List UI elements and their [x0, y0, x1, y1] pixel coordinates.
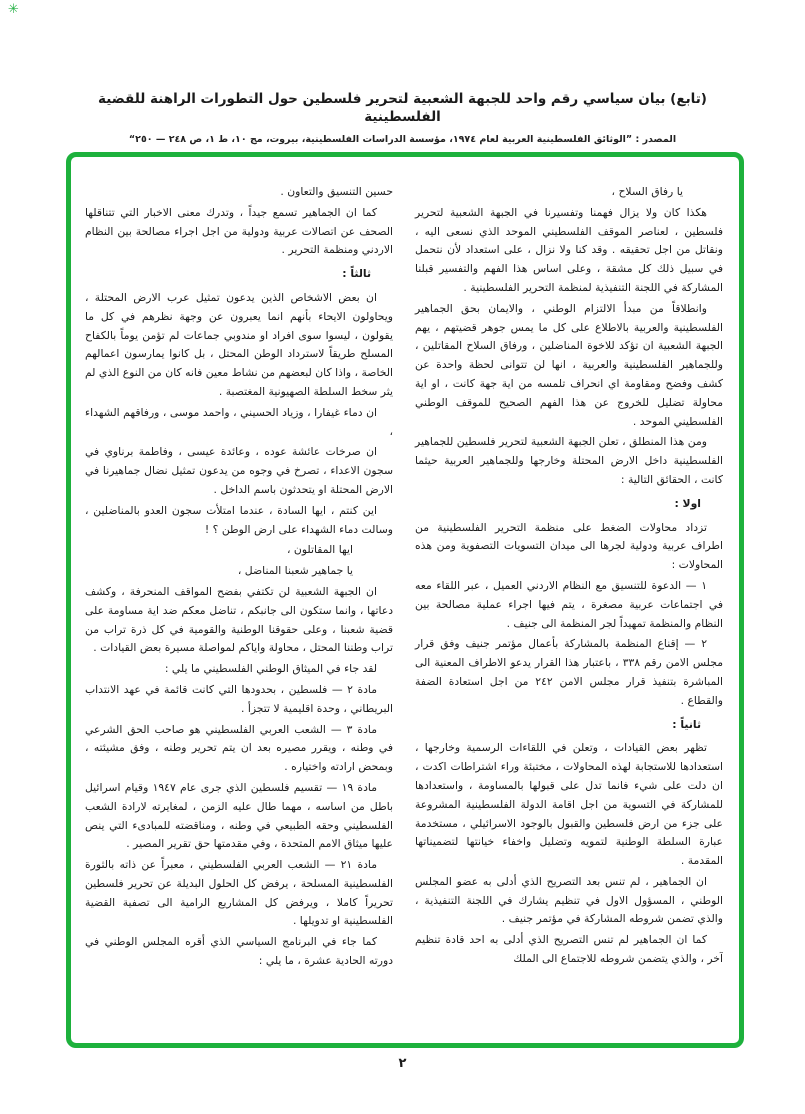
paragraph: اين كنتم ، ايها السادة ، عندما امتلأت سجون العدو بالمناضلين ، وسالت دماء الشهداء على ارض الوطن ؟ ! — [85, 503, 393, 536]
charter-article: مادة ٣ — الشعب العربي الفلسطيني هو صاحب الحق الشرعي في وطنه ، ويقرر مصيره بعد ان يتم تحرير وطنه ، وفق مشيئته ، وبمحض ارادته واختياره . — [85, 722, 393, 774]
paragraph: ان الجبهة الشعبية لن تكتفي بفضح المواقف المنحرفة ، وكشف دعاتها ، وانما ستكون الى جانبكم ، تناضل معكم ضد اية مساومة على قضية شعبنا ، وعلى حقوقنا الوطنية والقومية في كل ذرة تراب من تراب وطننا المحتل ، محاولة واياكم لمواصلة مسيرة بعض القيادات . — [85, 584, 393, 655]
paragraph: ان صرخات عائشة عوده ، وعائدة عيسى ، وفاطمة برناوي في سجون الاعداء ، تصرخ في وجوه من يدعون تمثيل نضال جماهيرنا في الارض المحتلة او يتحدثون باسم الداخل . — [85, 445, 393, 496]
paragraph: ايها المقاتلون ، — [287, 543, 353, 557]
paragraph: تظهر بعض القيادات ، وتعلن في اللقاءات الرسمية وخارجها ، استعدادها للاستجابة لهذه المحاولات ، مختبئة وراء اشتراطات اكدت ، ان دلت على شيء فانما تدل على قبولها بالمساومة ، واستعدادها للمشاركة في التسوية من اجل اقامة الدولة الفلسطينية المشروعة على جزء من ارض فلسطين والقبول بالوجود الاسرائيلي ، مستخدمة عبارة السلطة الوطنية لتمويه وتضليل واخفاء خيانتها لتضميناتها المقدمة . — [415, 741, 723, 868]
paragraph: يا رفاق السلاح ، — [611, 185, 683, 198]
paragraph: لقد جاء في الميثاق الوطني الفلسطيني ما يلي : — [164, 662, 377, 676]
paragraph: يا جماهير شعبنا المناضل ، — [237, 564, 353, 578]
paragraph: وانطلاقاً من مبدأ الالتزام الوطني ، والايمان بحق الجماهير الفلسطينية والعربية بالاطلاع على كل ما يمس جوهر قضيتهم ، يهم الجبهة الشعبية ان تؤكد للاخوة المناضلين ، ورفاق السلاح المقاتلين ، وللجماهير الفلسطينية والعربية ، انها لن تتوانى لحظة واحدة عن كشف وفضح ومقاومة اي انحراف تلمسه من اية جهة كانت ، او اية محاولة تضليل للخروج عن هذا الفهم الصحيح للموقف الوطني الفلسطيني الموحد . — [415, 301, 723, 428]
document-title: (تابع) بيان سياسي رقم واحد للجبهة الشعبية لتحرير فلسطين حول التطورات الراهنة للقضية الفلسطينية — [98, 91, 707, 125]
paragraph: كما ان الجماهير تسمع جيداً ، وتدرك معنى الاخبار التي تتناقلها الصحف عن اتصالات عربية ودولية من اجل اجراء مصالحة بين النظام الاردني ومنظمة التحرير . — [85, 205, 393, 257]
scanned-text-frame — [66, 152, 744, 1048]
list-item: ٢ — إقناع المنظمة بالمشاركة بأعمال مؤتمر جنيف وفق قرار مجلس الامن رقم ٣٣٨ ، باعتبار هذا القرار يدعو الاطراف المعنية الى المباشرة بتنفيذ قرار مجلس الامن ٢٤٢ من اجل استعادة الضفة والقطاع . — [415, 637, 723, 707]
paragraph: ان الجماهير ، لم تنس بعد التصريح الذي أدلى به عضو المجلس الوطني ، المسؤول الاول في تنظيم يشارك في اللجنة التنفيذية ، والذي تضمن شروطه المشاركة في مؤتمر جنيف . — [415, 874, 723, 926]
charter-article: مادة ٢١ — الشعب العربي الفلسطيني ، معبراً عن ذاته بالثورة الفلسطينية المسلحة ، يرفض كل الحلول البديلة عن تحرير فلسطين تحريراً كاملا ، ويرفض كل المشاريع الرامية الى تصفية القضية الفلسطينية او تدويلها . — [85, 858, 393, 928]
charter-article: مادة ٢ — فلسطين ، بحدودها التي كانت قائمة في عهد الانتداب البريطاني ، وحدة اقليمية لا تتجزأ . — [85, 682, 393, 715]
paragraph: هكذا كان ولا يزال فهمنا وتفسيرنا في الجبهة الشعبية لتحرير فلسطين ، لعناصر الموقف الفلسطيني الموحد الذي نسعى اليه ، ونقاتل من اجل تحقيقه . وقد كنا ولا نزال ، على استعداد لأن نتحمل في سبيل ذلك كل مشقة ، وعلى اساس هذا الفهم والتفسير قبلنا المشاركة في اللجنة التنفيذية لمنظمة التحرير الفلسطينية . — [415, 205, 723, 294]
section-label: اولا : — [674, 496, 701, 510]
list-item: ١ — الدعوة للتنسيق مع النظام الاردني العميل ، عبر اللقاء معه في اجتماعات عربية مصغرة ، يتم فيها اجراء عملية مصالحة بين النظام والمنظمة تمهيداً لجر المنظمة الى جنيف . — [415, 578, 723, 630]
source-line: المصدر : ”الوثائق الفلسطينية العربية لعام ١٩٧٤، مؤسسة الدراسات الفلسطينية، بيروت، مج ١٠، ط ١، ص ٢٤٨ — ٢٥٠“ — [128, 134, 677, 145]
column-left — [85, 183, 393, 1029]
paragraph: ومن هذا المنطلق ، تعلن الجبهة الشعبية لتحرير فلسطين للجماهير الفلسطينية داخل الارض المحتلة وخارجها وللجماهير العربية حيثما كانت ، الحقائق التالية : — [415, 435, 723, 486]
paragraph: كما جاء في البرنامج السياسي الذي أقره المجلس الوطني في دورته الحادية عشرة ، ما يلي : — [85, 935, 393, 968]
corner-mark-icon: ✳ — [8, 2, 19, 17]
section-label: ثالثاً : — [342, 267, 371, 281]
column-right — [415, 183, 723, 1029]
paragraph: تزداد محاولات الضغط على منظمة التحرير الفلسطينية من اطراف عربية ودولية لجرها الى ميدان التسويات التصفوية ومن هذه المحاولات : — [415, 520, 723, 572]
document-header — [0, 0, 805, 145]
paragraph: ان بعض الاشخاص الذين يدعون تمثيل عرب الارض المحتلة ، ويحاولون الايحاء بأنهم انما يعبرون عن وجهة نظرهم في كل ما يقولون ، ليسوا سوى افراد او مندوبي جماعات لم تؤمن يوماً بالكفاح المسلح طريقاً لاسترداد الوطن المحتل ، بل كانوا يمارسون اعمالهم الخاصة ، واذا كان لبعضهم من نشاط معين فانه كان من النوع الذي لم يثر سخط السلطة الصهيونية المغتصبة . — [85, 290, 393, 398]
page-number: ٢ — [398, 1056, 407, 1071]
two-column-layout — [85, 183, 723, 1029]
charter-article: مادة ١٩ — تقسيم فلسطين الذي جرى عام ١٩٤٧ وقيام اسرائيل باطل من اساسه ، مهما طال عليه الزمن ، لمغايرته لارادة الشعب الفلسطيني وحقه الطبيعي في وطنه ، ومناقضته للمبادىء التي ينص عليها ميثاق الامم المتحدة ، وفي مقدمتها حق تقرير المصير . — [85, 780, 393, 851]
paragraph: ان دماء غيفارا ، وزياد الحسيني ، واحمد موسى ، ورفاقهم الشهداء ، — [85, 405, 393, 438]
paragraph: حسين التنسيق والتعاون . — [280, 185, 393, 198]
section-label: ثانياً : — [672, 717, 701, 731]
paragraph: كما ان الجماهير لم تنس التصريح الذي أدلى به احد قادة تنظيم آخر ، والذي يتضمن شروطه للاجتماع الى الملك — [415, 933, 723, 966]
